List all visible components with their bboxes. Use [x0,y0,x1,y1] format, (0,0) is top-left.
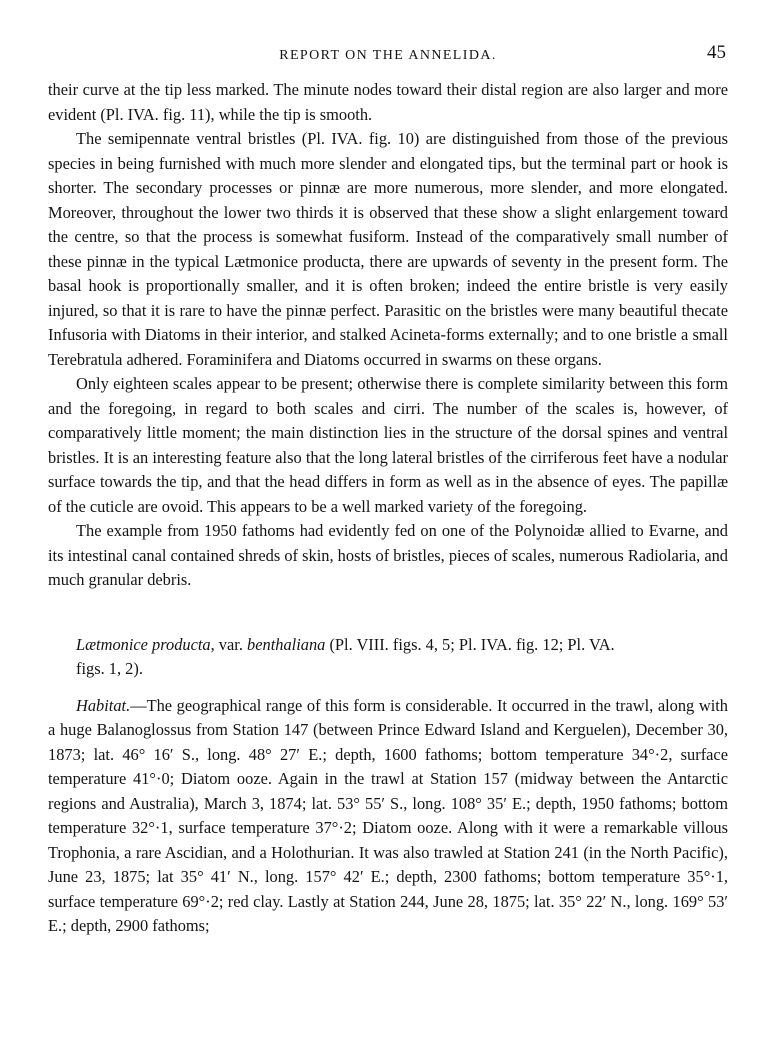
variety-name: benthaliana [247,634,326,654]
plate-references-continued: figs. 1, 2). [76,659,143,678]
paragraph: The semipennate ventral bristles (Pl. IVA. fig. 10) are distinguished from those of the previous species in being furnished with much more slender and elongated tips, but the terminal part or hook is shorter. The secondary processes or pinnæ are more numerous, more slender, and more elongated. Moreover, throughout the lower two thirds it is observed that these show a slight enlargement toward the centre, so that the process is somewhat fusiform. Instead of the comparatively small number of these pinnæ in the typical Lætmonice producta, there are upwards of seventy in the present form. The basal hook is proportionally smaller, and it is often broken; indeed the entire bristle is very easily injured, so that it is rare to have the pinnæ perfect. Parasitic on the bristles were many beautiful thecate Infusoria with Diatoms in their interior, and stalked Acineta-forms externally; and to one bristle a small Terebratula adhered. Foraminifera and Diatoms occurred in swarms on these organs. [48,129,728,369]
plate-references: (Pl. VIII. figs. 4, 5; Pl. IVA. fig. 12; Pl. VA. [325,634,615,654]
page-header [48,40,728,66]
paragraph: Only eighteen scales appear to be present; otherwise there is complete similarity between this form and the foregoing, in regard to both scales and cirri. The number of the scales is, however, of comparatively little moment; the main distinction lies in the structure of the dorsal spines and ventral bristles. It is an interesting feature also that the long lateral bristles of the cirriferous feet have a nodular surface towards the tip, and that the head differs in form as well as in the absence of eyes. The papillæ of the cuticle are ovoid. This appears to be a well marked variety of the foregoing. [48,374,728,516]
variety-label: , var. [210,634,248,654]
habitat-text: —The geographical range of this form is considerable. It occurred in the trawl, along with a huge Balanoglossus from Station 147 (between Prince Edward Island and Kerguelen), December 30, 1873; lat. 46° 16′ S., long. 48° 27′ E.; depth, 1600 fathoms; bottom temperature 34°·2, surface temperature 41°·0; Diatom ooze. Again in the trawl at Station 157 (midway between the Antarctic regions and Australia), March 3, 1874; lat. 53° 55′ S., long. 108° 35′ E.; depth, 1950 fathoms; bottom temperature 32°·1, surface temperature 37°·2; Diatom ooze. Along with it were a remarkable villous Trophonia, a rare Ascidian, and a Holothurian. It was also trawled at Station 241 (in the North Pacific), June 23, 1875; lat 35° 41′ N., long. 157° 42′ E.; depth, 2300 fathoms; bottom temperature 35°·1, surface temperature 69°·2; red clay. Lastly at Station 244, June 28, 1875; lat. 35° 22′ N., long. 169° 53′ E.; depth, 2900 fathoms; [48,695,728,935]
habitat-paragraph [48,694,728,939]
species-heading [48,633,728,682]
habitat-label: Habitat. [76,695,131,715]
running-head: REPORT ON THE ANNELIDA. [279,48,497,63]
page-number: 45 [707,42,726,63]
paragraph: their curve at the tip less marked. The minute nodes toward their distal region are also larger and more evident (Pl. IVA. fig. 11), while the tip is smooth. [48,80,728,124]
page [48,40,728,939]
body-text [48,78,728,593]
paragraph: The example from 1950 fathoms had evidently fed on one of the Polynoidæ allied to Evarne, and its intestinal canal contained shreds of skin, hosts of bristles, pieces of scales, numerous Radiolaria, and much granular debris. [48,521,728,589]
species-name: Lætmonice producta [76,634,211,654]
